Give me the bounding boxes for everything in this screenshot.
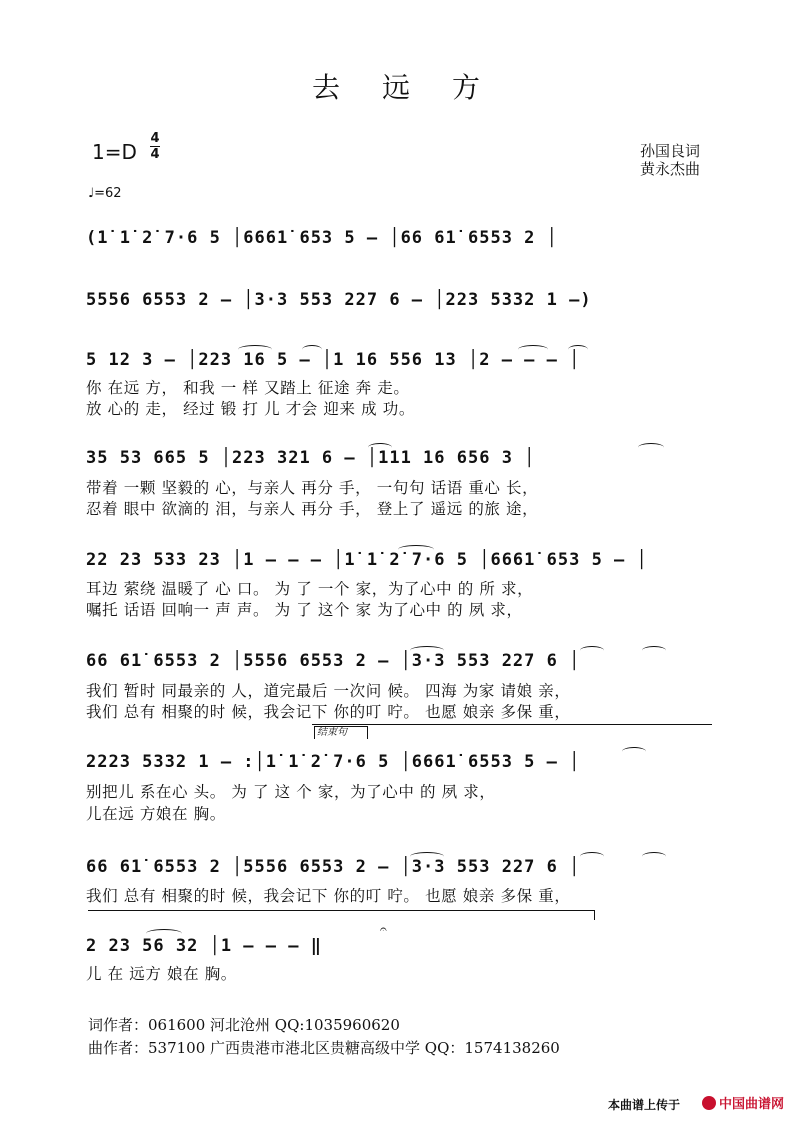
notation-line-6: 66 61̇ 6553 2 │5556 6553 2 – │3·3 553 227 6 │ <box>86 651 581 671</box>
tempo-marking: ♩=62 <box>88 186 122 201</box>
lyric-verse-1: 你 在远 方， 和我 一 样 又踏上 征途 奔 走。 <box>86 379 410 397</box>
key-signature: 1=D <box>92 140 137 164</box>
time-signature-top: 4 <box>150 131 160 146</box>
lyric-verse-1: 带着 一颗 坚毅的 心，与亲人 再分 手， 一句句 话语 重心 长， <box>86 479 539 497</box>
slur <box>580 852 604 861</box>
slur <box>642 852 666 861</box>
slur <box>580 646 604 655</box>
lyric-verse-1: 耳边 萦绕 温暖了 心 口。 为 了 一个 家，为了心中 的 所 求， <box>86 580 534 598</box>
lyric-verse-1: 儿 在 远方 娘在 胸。 <box>86 965 237 983</box>
slur <box>410 852 444 861</box>
lyric-verse-1: 我们 暂时 同最亲的 人，道完最后 一次问 候。 四海 为家 请娘 亲， <box>86 682 571 700</box>
notation-line-4: 35 53 665 5 │223 321 6 – │111 16 656 3 │ <box>86 448 536 468</box>
ending-bracket-line <box>312 724 712 725</box>
slur <box>368 443 392 452</box>
slur <box>398 545 434 554</box>
upload-note: 本曲谱上传于 <box>607 1098 680 1112</box>
slur <box>638 443 664 452</box>
slur <box>410 646 444 655</box>
notation-line-8: 66 61̇ 6553 2 │5556 6553 2 – │3·3 553 227 6 │ <box>86 857 581 877</box>
slur <box>518 345 548 354</box>
composer-credit: 黄永杰曲 <box>639 160 700 178</box>
notation-line-9: 2 23 56 32 │1 – – – ‖ <box>86 936 322 956</box>
notation-line-1: (1̇ 1̇ 2̇ 7·6 5 │6661̇ 653 5 – │66 61̇ 6553 2 │ <box>86 228 558 248</box>
slur <box>642 646 666 655</box>
lyric-verse-2: 我们 总有 相聚的时 候，我会记下 你的叮 咛。 也愿 娘亲 多保 重， <box>86 703 571 721</box>
site-logo[interactable] <box>702 1093 784 1112</box>
fermata-icon: 𝄐 <box>380 922 387 936</box>
lyric-verse-2: 儿在远 方娘在 胸。 <box>86 805 226 823</box>
time-signature-bottom: 4 <box>150 147 160 162</box>
slur <box>238 345 272 354</box>
notation-line-5: 22 23 533 23 │1 – – – │1̇ 1̇ 2̇ 7·6 5 │6661̇ 653 5 – │ <box>86 550 648 570</box>
notation-line-3: 5 12 3 – │223 16 5 – │1 16 556 13 │2 – – – │ <box>86 350 581 370</box>
ending-bracket-line <box>88 910 594 911</box>
slur <box>302 345 322 354</box>
site-logo-text: 中国曲谱网 <box>718 1097 784 1112</box>
composer-info: 曲作者：537100 广西贵港市港北区贵糖高级中学 QQ：1574138260 <box>88 1039 560 1057</box>
slur <box>146 929 182 938</box>
ending-label: 结束句 <box>314 726 368 739</box>
lyric-verse-2: 放 心的 走， 经过 锻 打 儿 才会 迎来 成 功。 <box>86 400 415 418</box>
lyric-verse-2: 忍着 眼中 欲滴的 泪，与亲人 再分 手， 登上了 遥远 的旅 途， <box>86 500 539 518</box>
notation-line-7: 2223 5332 1 – :│1̇ 1̇ 2̇ 7·6 5 │6661̇ 6553 5 – │ <box>86 752 581 772</box>
lyricist-credit: 孙国良词 <box>639 142 700 160</box>
page-title: 去远方 <box>311 71 522 104</box>
lyricist-info: 词作者：061600 河北沧州 QQ:1035960620 <box>88 1016 400 1034</box>
notation-line-2: 5556 6553 2 – │3·3 553 227 6 – │223 5332 1 –) <box>86 290 592 310</box>
lyric-verse-1: 我们 总有 相聚的时 候，我会记下 你的叮 咛。 也愿 娘亲 多保 重， <box>86 887 571 905</box>
slur <box>568 345 588 354</box>
logo-mark-icon <box>702 1096 716 1110</box>
time-signature <box>150 132 160 161</box>
ending-bracket-tick <box>594 910 595 920</box>
slur <box>622 747 646 756</box>
lyric-verse-2: 嘱托 话语 回响一 声 声。 为 了 这个 家 为了心中 的 夙 求， <box>86 601 523 619</box>
lyric-verse-1: 别把儿 系在心 头。 为 了 这 个 家，为了心中 的 夙 求， <box>86 783 496 801</box>
